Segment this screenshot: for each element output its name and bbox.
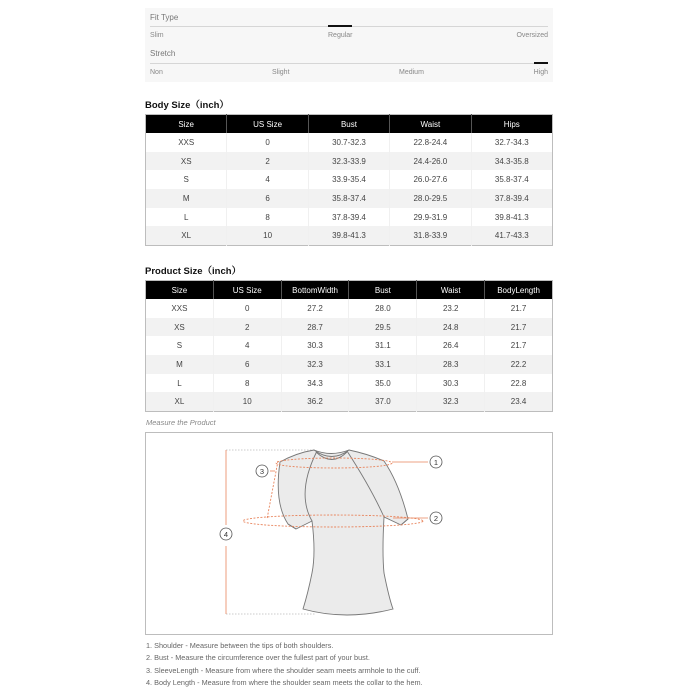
note-sleeve-length: 3. SleeveLength - Measure from where the shoulder seam meets armhole to the cuff. <box>146 665 421 675</box>
table-cell: 31.1 <box>349 336 417 355</box>
table-cell: 34.3 <box>281 374 349 393</box>
measurement-notes <box>146 640 423 690</box>
table-cell: 39.8-41.3 <box>308 226 389 245</box>
product-size-table <box>145 280 553 412</box>
table-cell: 28.3 <box>417 355 485 374</box>
fit-type-option-slim: Slim <box>150 32 164 39</box>
table-cell: 39.8-41.3 <box>494 212 529 222</box>
table-row <box>146 189 553 208</box>
table-cell: 29.5 <box>349 318 417 337</box>
table-cell: 10 <box>227 226 308 245</box>
stretch-option-high: High <box>533 69 548 76</box>
table-row <box>146 226 553 245</box>
column-header: Hips <box>471 115 552 134</box>
table-cell: 27.2 <box>281 299 349 318</box>
table-cell: 23.4 <box>485 392 553 411</box>
table-cell: S <box>146 170 227 189</box>
svg-text:4: 4 <box>223 529 229 539</box>
table-cell: 35.8-37.4 <box>308 189 389 208</box>
measurement-diagram <box>145 432 553 635</box>
column-header: BodyLength <box>485 281 553 300</box>
fit-type-option-regular: Regular <box>328 32 353 39</box>
table-row <box>146 355 553 374</box>
table-cell: M <box>146 189 227 208</box>
column-header: Waist <box>417 281 485 300</box>
fit-type-option-oversized: Oversized <box>516 32 548 39</box>
table-cell: 23.2 <box>417 299 485 318</box>
table-cell: 31.8-33.9 <box>390 226 471 245</box>
table-cell: XS <box>146 152 227 171</box>
table-cell: XXS <box>146 133 227 152</box>
column-header: US Size <box>227 115 308 134</box>
table-cell: 35.0 <box>349 374 417 393</box>
stretch-option-non: Non <box>150 69 163 76</box>
table-cell: 33.9-35.4 <box>308 170 389 189</box>
column-header: Size <box>146 115 227 134</box>
table-cell: 28.0 <box>349 299 417 318</box>
column-header: Waist <box>390 115 471 134</box>
table-cell: XXS <box>146 299 214 318</box>
fit-type-marker <box>328 25 352 27</box>
column-header: Bust <box>308 115 389 134</box>
table-cell: 8 <box>227 208 308 227</box>
table-row <box>146 374 553 393</box>
product-size-title: Product Size（inch） <box>145 266 242 277</box>
column-header: Size <box>146 281 214 300</box>
table-cell: 37.8-39.4 <box>471 189 552 208</box>
table-cell: 24.8 <box>417 318 485 337</box>
table-cell: 2 <box>227 152 308 171</box>
table-cell: 35.8-37.4 <box>494 175 529 185</box>
table-cell: 8 <box>213 374 281 393</box>
table-cell: 28.7 <box>281 318 349 337</box>
table-cell: 2 <box>213 318 281 337</box>
note-bust: 2. Bust - Measure the circumference over the fullest part of your bust. <box>146 653 370 663</box>
table-cell: 10 <box>213 392 281 411</box>
table-cell: 6 <box>227 189 308 208</box>
body-size-title: Body Size（inch） <box>145 100 229 111</box>
stretch-option-medium: Medium <box>399 69 424 76</box>
svg-text:2: 2 <box>433 513 439 523</box>
table-cell: XL <box>146 392 214 411</box>
stretch-option-slight: Slight <box>272 69 290 76</box>
table-cell: 32.3-33.9 <box>308 152 389 171</box>
note-shoulder: 1. Shoulder - Measure between the tips of both shoulders. <box>146 641 334 650</box>
table-cell: 0 <box>213 299 281 318</box>
table-cell: 28.0-29.5 <box>390 189 471 208</box>
table-cell: 30.3 <box>417 374 485 393</box>
table-cell: 32.3 <box>281 355 349 374</box>
table-cell: 22.8 <box>510 378 527 388</box>
table-cell: 4 <box>213 336 281 355</box>
table-row <box>146 208 553 227</box>
table-cell: 26.0-27.6 <box>390 170 471 189</box>
table-cell: L <box>146 208 227 227</box>
table-cell: 4 <box>227 170 308 189</box>
fit-panel <box>145 8 553 82</box>
table-cell: 21.7 <box>510 303 527 313</box>
table-row <box>146 392 553 411</box>
column-header: Bust <box>349 281 417 300</box>
stretch-title: Stretch <box>150 49 176 58</box>
tshirt-illustration <box>146 433 552 634</box>
table-cell: 41.7-43.3 <box>471 226 552 245</box>
table-cell: 6 <box>213 355 281 374</box>
table-cell: 33.1 <box>349 355 417 374</box>
table-cell: 34.3-35.8 <box>471 152 552 171</box>
column-header: US Size <box>213 281 281 300</box>
table-row <box>146 336 553 355</box>
table-cell: 37.8-39.4 <box>308 208 389 227</box>
table-row <box>146 170 553 189</box>
table-cell: 22.8-24.4 <box>390 133 471 152</box>
table-cell: 30.7-32.3 <box>308 133 389 152</box>
svg-text:3: 3 <box>259 466 265 476</box>
table-header-row <box>146 281 553 300</box>
table-cell: 36.2 <box>281 392 349 411</box>
table-cell: 21.7 <box>485 318 553 337</box>
table-cell: L <box>146 374 214 393</box>
table-cell: 26.4 <box>417 336 485 355</box>
table-cell: 22.2 <box>485 355 553 374</box>
table-cell: XL <box>146 226 227 245</box>
column-header: BottomWidth <box>281 281 349 300</box>
table-cell: 24.4-26.0 <box>390 152 471 171</box>
table-cell: 30.3 <box>281 336 349 355</box>
table-cell: 32.7-34.3 <box>494 137 529 147</box>
note-body-length: 4. Body Length - Measure from where the shoulder seam meets the collar to the hem. <box>146 678 423 688</box>
stretch-marker <box>534 62 548 64</box>
table-cell: M <box>146 355 214 374</box>
table-cell: 32.3 <box>417 392 485 411</box>
svg-text:1: 1 <box>433 457 439 467</box>
table-cell: S <box>146 336 214 355</box>
table-cell: XS <box>146 318 214 337</box>
table-header-row <box>146 115 553 134</box>
measure-caption: Measure the Product <box>146 418 216 427</box>
table-cell: 21.7 <box>510 341 527 351</box>
table-row <box>146 299 553 318</box>
stretch-track <box>150 63 548 64</box>
table-cell: 29.9-31.9 <box>390 208 471 227</box>
table-row <box>146 133 553 152</box>
table-row <box>146 318 553 337</box>
body-size-table <box>145 114 553 246</box>
table-cell: 37.0 <box>349 392 417 411</box>
table-row <box>146 152 553 171</box>
fit-type-title: Fit Type <box>150 13 179 22</box>
table-cell: 0 <box>227 133 308 152</box>
